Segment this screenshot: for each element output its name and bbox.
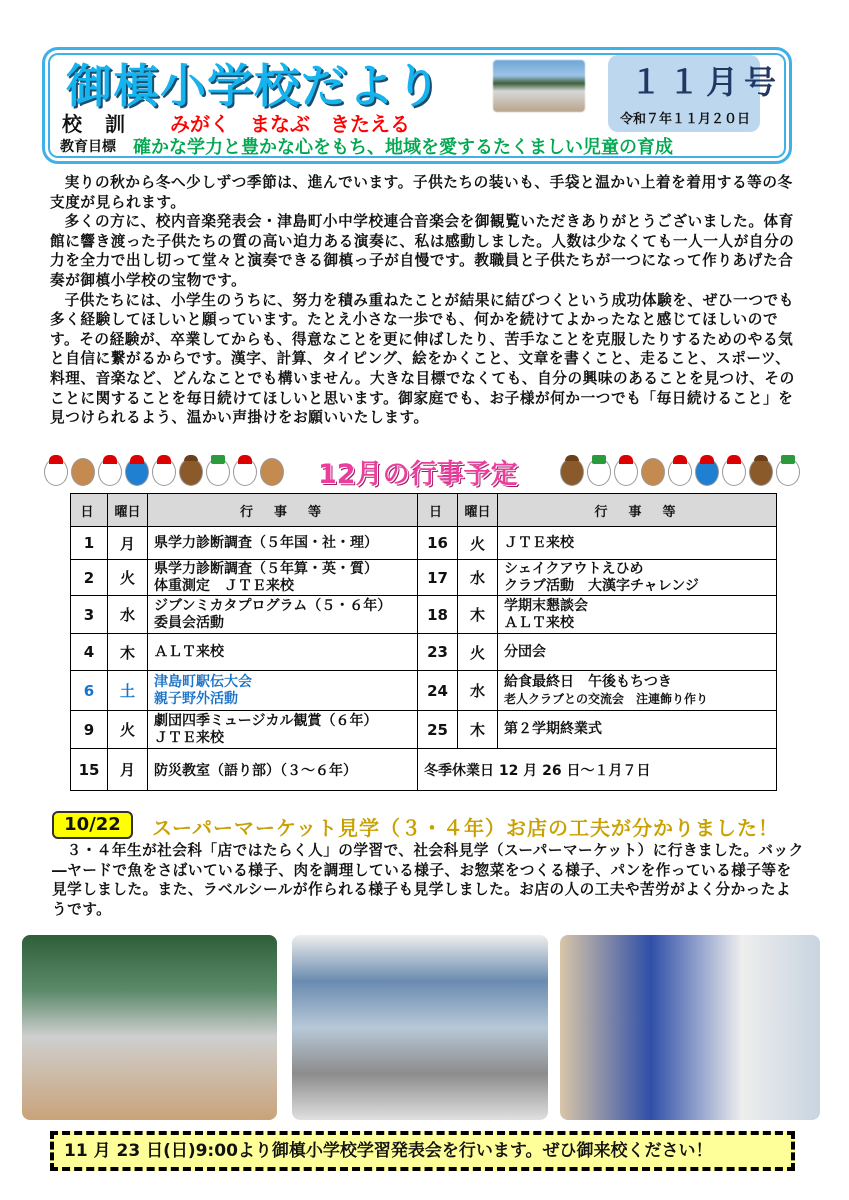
snowman-icon [776, 458, 800, 486]
penguin-icon [125, 458, 149, 486]
schedule-title: 12月の行事予定 [318, 459, 518, 490]
day-cell: 24 [418, 671, 458, 711]
day-cell: 2 [71, 560, 108, 596]
event-cell: 防災教室（語り部）（３～６年） [148, 749, 418, 791]
schedule-row [71, 671, 777, 711]
event-cell [148, 527, 418, 560]
christmas-decoration-right [560, 458, 800, 486]
event-line: ＡＬＴ来校 [154, 643, 224, 660]
day-cell: 15 [71, 749, 108, 791]
schedule-row [71, 560, 777, 596]
goal-label: 教育目標 [60, 139, 116, 155]
gingerbread-icon [71, 458, 95, 486]
event-cell [148, 711, 418, 749]
event-cell [498, 596, 777, 634]
weekday-cell: 火 [108, 711, 148, 749]
weekday-cell: 月 [108, 527, 148, 560]
paragraph: 多くの方に、校内音楽発表会・津島町小中学校連合音楽会を御観覧いただきありがとうございました。体育館に響き渡った子供たちの質の高い迫力ある演奏に、私は感動しました。人数は少なくても一人一人が自分の力を全力で出し切って堂々と演奏できる御槙っ子が自慢です。教職員と子供たちが一つになって作りあげた合奏が御槙小学校の宝物です。 [50, 213, 795, 289]
winter-break-note: 冬季休業日 12 月 26 日～１月７日 [418, 749, 777, 791]
event-line: ジブンミカタプログラム（５・６年） [154, 597, 392, 614]
event-cell [148, 671, 418, 711]
event-line: 親子野外活動 [154, 690, 238, 707]
santa-icon [233, 458, 257, 486]
weekday-cell: 月 [108, 749, 148, 791]
photo-students-taking-notes [560, 935, 820, 1120]
day-cell: 18 [418, 596, 458, 634]
paragraph: 実りの秋から冬へ少しずつ季節は、進んでいます。子供たちの装いも、手袋と温かい上着を着用する等の冬支度が見られます。 [50, 174, 793, 211]
issue-label: １１月号 [630, 63, 783, 101]
school-motto: みがく まなぶ きたえる [170, 112, 410, 136]
event-line: 県学力診断調査（５年国・社・理） [154, 534, 378, 551]
day-cell: 16 [418, 527, 458, 560]
day-cell: 4 [71, 634, 108, 671]
event-cell [498, 527, 777, 560]
schedule-row [71, 634, 777, 671]
header-weekday: 曜日 [458, 494, 498, 527]
schedule-table [70, 493, 777, 791]
event-line: ＡＬＴ来校 [504, 614, 574, 631]
day-cell: 6 [71, 671, 108, 711]
child-icon [98, 458, 122, 486]
child-icon [152, 458, 176, 486]
schedule-row [71, 711, 777, 749]
christmas-decoration-left [44, 458, 284, 486]
issue-date: 令和７年１１月２０日 [620, 112, 751, 127]
day-cell: 25 [418, 711, 458, 749]
child-icon [668, 458, 692, 486]
education-goal: 確かな学力と豊かな心をもち、地域を愛するたくましい児童の育成 [133, 137, 673, 158]
weekday-cell: 水 [108, 596, 148, 634]
weekday-cell: 木 [458, 596, 498, 634]
event-line: 学期末懇談会 [504, 597, 588, 614]
event-line: ＪＴＥ来校 [504, 534, 574, 551]
event-cell [148, 634, 418, 671]
event-cell [148, 596, 418, 634]
day-cell: 23 [418, 634, 458, 671]
santa-icon [614, 458, 638, 486]
gingerbread-icon [641, 458, 665, 486]
reindeer-icon [560, 458, 584, 486]
event-cell [498, 711, 777, 749]
weekday-cell: 火 [458, 634, 498, 671]
newsletter-title: 御槙小学校だより [66, 59, 442, 113]
event-line: シェイクアウトえひめ [504, 560, 644, 577]
weekday-cell: 水 [458, 560, 498, 596]
event-line: 津島町駅伝大会 [154, 673, 252, 690]
activity-body: ３・４年生が社会科「店ではたらく人」の学習で、社会科見学（スーパーマーケット）に行きました。バック―ヤードで魚をさばいている様子、肉を調理している様子、お惣菜をつくる様子、パンを作っている様子等を見学しました。また、ラベルシールが作られる様子も見学しました。お店の人の工夫や苦労がよく分かったようです。 [52, 842, 804, 918]
weekday-cell: 土 [108, 671, 148, 711]
event-line: クラブ活動 大漢字チャレンジ [504, 577, 699, 594]
activity-date-badge: 10/22 [52, 811, 133, 839]
event-line: 第２学期終業式 [504, 721, 602, 737]
weekday-cell: 火 [108, 560, 148, 596]
child-icon [722, 458, 746, 486]
event-line: 体重測定 ＪＴＥ来校 [154, 577, 294, 594]
weekday-cell: 水 [458, 671, 498, 711]
schedule-row [71, 596, 777, 634]
weekday-cell: 火 [458, 527, 498, 560]
school-photo [493, 60, 585, 112]
announcement-banner: 11 月 23 日(日)9:00より御槙小学校学習発表会を行います。ぜひ御来校ください！ [50, 1131, 795, 1171]
event-line: 給食最終日 午後もちつき [504, 673, 672, 690]
motto-label: 校 訓 [62, 112, 133, 136]
event-line: 県学力診断調査（５年算・英・質） [154, 560, 378, 577]
header-event: 行 事 等 [148, 494, 418, 527]
event-line: ＪＴＥ来校 [154, 729, 224, 746]
gingerbread-icon [260, 458, 284, 486]
header-day: 日 [418, 494, 458, 527]
schedule-row [71, 749, 777, 791]
santa-icon [44, 458, 68, 486]
photo-backyard-tour [292, 935, 548, 1120]
header-event: 行 事 等 [498, 494, 777, 527]
event-line: 委員会活動 [154, 614, 224, 631]
event-line: 老人クラブとの交流会 注連飾り作り [504, 691, 709, 706]
activity-title: スーパーマーケット見学（３・４年）お店の工夫が分かりました！ [152, 816, 779, 840]
day-cell: 17 [418, 560, 458, 596]
snowman-icon [206, 458, 230, 486]
header-day: 日 [71, 494, 108, 527]
event-line: 分団会 [504, 643, 546, 660]
snowman-icon [587, 458, 611, 486]
header-weekday: 曜日 [108, 494, 148, 527]
reindeer-icon [749, 458, 773, 486]
penguin-icon [695, 458, 719, 486]
event-cell [498, 560, 777, 596]
event-cell [498, 671, 777, 711]
event-cell [148, 560, 418, 596]
day-cell: 3 [71, 596, 108, 634]
day-cell: 9 [71, 711, 108, 749]
paragraph: 子供たちには、小学生のうちに、努力を積み重ねたことが結果に結びつくという成功体験を、ぜひ一つでも多く経験してほしいと願っています。たとえ小さな一歩でも、何かを続けてよかったなと感じてほしいのです。その経験が、卒業してからも、得意なことを更に伸ばしたり、苦手なことを克服したりするためのやる気と自信に繋がるからです。漢字、計算、タイピング、絵をかくこと、文章を書くこと、走ること、スポーツ、料理、音楽など、どんなことでも構いません。大きな目標でなくても、自分の興味のあることを見つけ、そのことに関することを毎日続けてほしいと思います。御家庭でも、お子様が何か一つでも「毎日続けること」を見つけられるよう、温かい声掛けをお願いいたします。 [50, 291, 795, 427]
event-line: 劇団四季ミュージカル観賞（６年） [154, 712, 378, 729]
weekday-cell: 木 [458, 711, 498, 749]
reindeer-icon [179, 458, 203, 486]
day-cell: 1 [71, 527, 108, 560]
photo-students-at-store-entrance [22, 935, 277, 1120]
event-cell [498, 634, 777, 671]
weekday-cell: 木 [108, 634, 148, 671]
schedule-row [71, 527, 777, 560]
principal-message [50, 173, 802, 428]
